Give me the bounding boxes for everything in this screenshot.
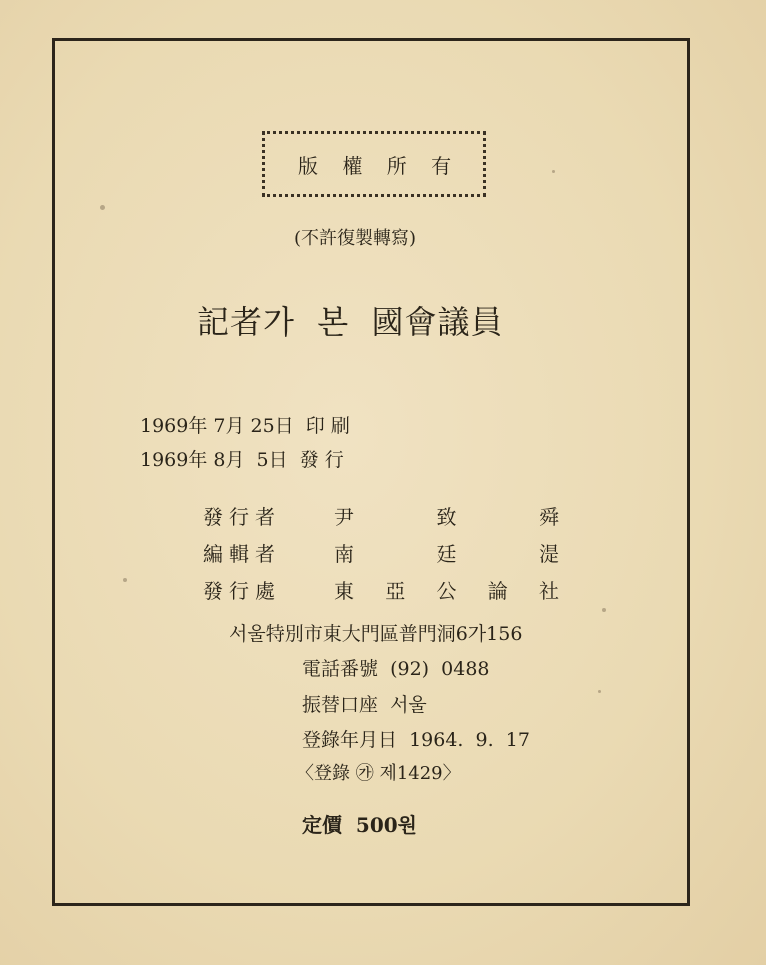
publishing-house-char: 亞 — [385, 579, 406, 603]
publishing-house-label: 發行處 — [203, 579, 281, 603]
editor-name-char: 南 — [334, 542, 354, 566]
no-reprint-notice: (不許復製轉寫) — [294, 228, 417, 249]
transfer-account: 振替口座 서울 — [302, 694, 427, 716]
publisher-name-char: 舜 — [539, 505, 559, 529]
editor-name-char: 廷 — [436, 542, 457, 566]
phone-number: 電話番號 (92) 0488 — [302, 658, 490, 680]
publishing-house-char: 公 — [436, 579, 457, 603]
publish-date: 1969年 8月 5日 發 行 — [140, 449, 344, 471]
paper-speck — [123, 578, 127, 582]
editor-name-char: 湜 — [539, 542, 559, 566]
publishing-house-char: 社 — [539, 579, 559, 603]
registration-number: 〈登錄 ㉮ 제1429〉 — [296, 763, 461, 784]
price: 定價 500원 — [302, 813, 417, 837]
publishing-house-name — [334, 581, 559, 601]
publisher-name — [334, 507, 559, 527]
paper-speck — [602, 608, 606, 612]
publishing-house-char: 論 — [487, 579, 508, 603]
paper-speck — [100, 205, 105, 210]
publisher-address: 서울特別市東大門區普門洞6가156 — [229, 623, 523, 645]
publisher-name-char: 尹 — [334, 505, 354, 529]
paper-speck — [552, 170, 555, 173]
paper-speck — [598, 690, 601, 693]
publishing-house-char: 東 — [334, 579, 354, 603]
publisher-label: 發行者 — [203, 505, 281, 529]
copyright-notice: 版 權 所 有 — [298, 154, 461, 178]
print-date: 1969年 7月 25日 印 刷 — [140, 415, 350, 437]
registration-date: 登錄年月日 1964. 9. 17 — [302, 729, 530, 751]
publisher-name-char: 致 — [436, 505, 457, 529]
editor-name — [334, 544, 559, 564]
book-title: 記者가 본 國會議員 — [197, 303, 504, 341]
editor-label: 編輯者 — [203, 542, 281, 566]
